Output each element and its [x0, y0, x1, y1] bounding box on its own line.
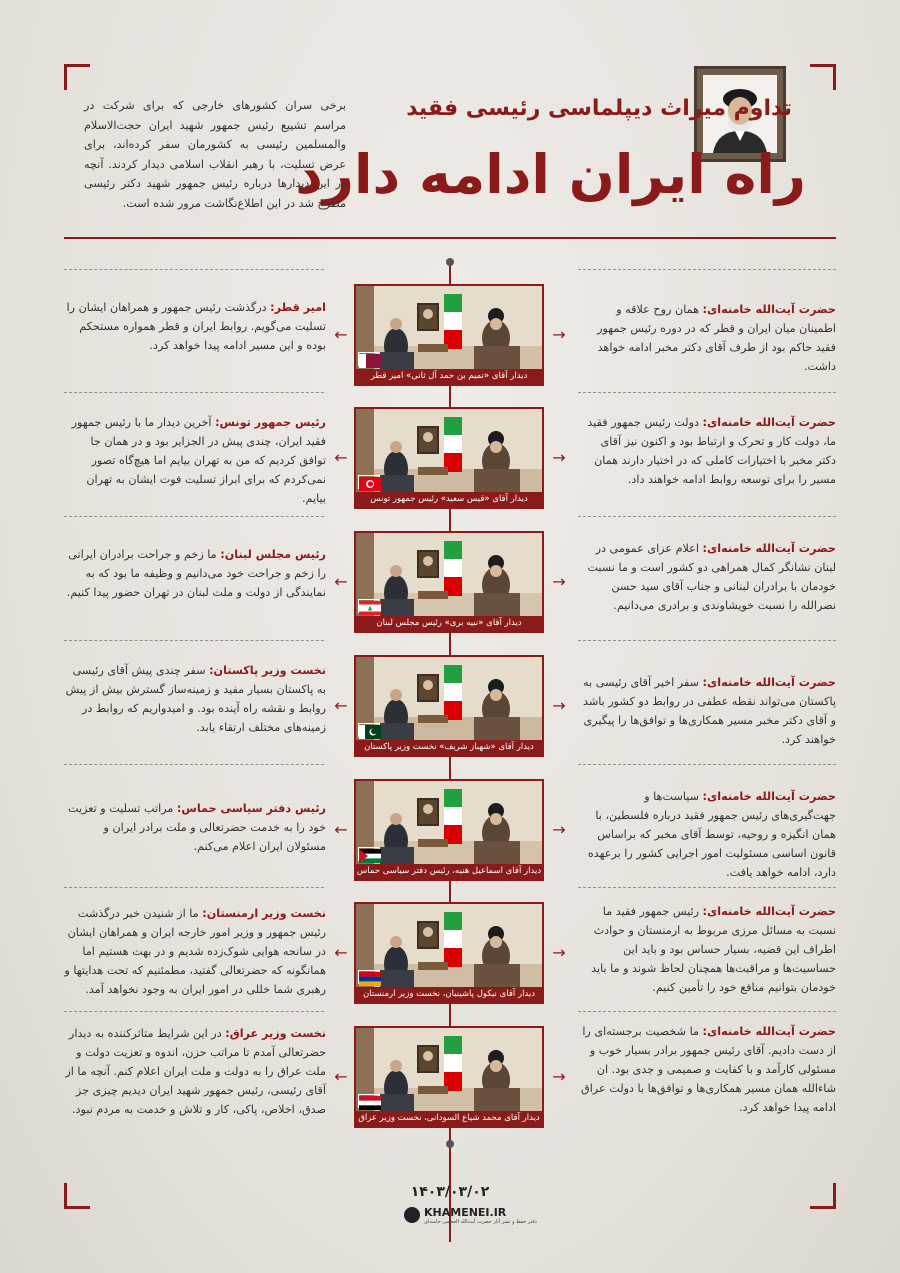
site-logo[interactable] [404, 1205, 537, 1229]
photo-caption: دیدار آقای «قیس سعید» رئیس جمهور تونس [356, 492, 542, 507]
arrow-right-icon: → [552, 1067, 566, 1086]
guest-quote [64, 799, 326, 856]
photo-caption: دیدار آقای «نبیه بری» رئیس مجلس لبنان [356, 616, 542, 631]
lebanon-flag [358, 599, 380, 613]
guest-speaker: رئیس مجلس لبنان: [220, 548, 326, 561]
iraq-flag [358, 1094, 380, 1108]
leader-text: ما شخصیت برجسته‌ای را از دست دادیم. آقای رئیس جمهور برادر بسیار خوب و مسئولی کارآمد و با کفایت و صمیمی و جدی بود. ان شاءالله همان مسیر همکاری‌ها و توافق‌ها با دولت عراق ادامه پیدا خواهد کرد. [581, 1025, 836, 1114]
corner-frame [810, 64, 836, 90]
guest-text: درگذشت رئیس جمهور و همراهان ایشان را تسلیت می‌گویم. روابط ایران و قطر همواره مستحکم بوده و این مسیر ادامه پیدا خواهد کرد. [66, 301, 326, 352]
guest-speaker: نخست وزیر ارمنستان: [202, 907, 326, 920]
guest-quote [64, 904, 326, 999]
leader-text: رئیس جمهور فقید ما نسبت به مسائل مرزی مربوط به ارمنستان و حوادث اطراف این قضیه، بسیار حساس بود و باید این حساسیت‌ها و مراقبت‌ها همچنان لحاظ شوند و ما باید خودمان بتوانیم منافع خود را تأمین کنیم. [591, 905, 836, 994]
row-divider [578, 640, 836, 641]
meeting-row [0, 1022, 900, 1132]
row-divider [578, 516, 836, 517]
guest-speaker: رئیس دفتر سیاسی حماس: [176, 802, 326, 815]
row-divider [64, 887, 324, 888]
guest-quote [64, 1024, 326, 1119]
leader-quote [578, 413, 836, 489]
leader-text: سفر اخیر آقای رئیسی به پاکستان می‌تواند نقطه عطفی در روابط دو کشور باشد و آقای دکتر مخبر مسیر همکاری‌ها و توافق‌ها را پیگیری خواهند کرد. [582, 676, 836, 746]
page-title: راه ایران ادامه دارد [295, 143, 806, 206]
leader-speaker: حضرت آیت‌الله خامنه‌ای: [702, 1025, 836, 1038]
meeting-row [0, 898, 900, 1008]
intro-paragraph: برخی سران کشورهای خارجی که برای شرکت در مراسم تشییع رئیس جمهور شهید ایران حجت‌الاسلام والمسلمین رئیسی به کشورمان سفر کرده‌اند، برای عرض تسلیت، با رهبر انقلاب اسلامی دیدار کردند. آنچه در این دیدارها درباره رئیس جمهور شهید دکتر رئیسی مطرح شد در این اطلاع‌نگاشت مرور شده است. [84, 99, 346, 210]
leader-quote [578, 1022, 836, 1117]
meeting-photo [354, 902, 544, 1004]
leader-text: همان روح علاقه و اطمینان میان ایران و قطر که در دوره رئیس جمهور فقید حاکم بود از طرف آقای دکتر مخبر ادامه خواهد داشت. [597, 303, 836, 373]
meeting-row [0, 775, 900, 885]
row-divider [578, 887, 836, 888]
photo-caption: دیدار آقای «شهباز شریف» نخست وزیر پاکستان [356, 740, 542, 755]
arrow-left-icon: ← [334, 943, 348, 962]
guest-text: آخرین دیدار ما با رئیس جمهور فقید ایران، چندی پیش در الجزایر بود و در همان جا توافق کردیم که من به تهران بیایم اما هیچ‌گاه تصور نمی‌کردم که برای ابراز تسلیت فوت ایشان به تهران بیایم. [71, 416, 326, 505]
qatar-flag [358, 352, 380, 366]
leader-text: سیاست‌ها و جهت‌گیری‌های رئیس جمهور فقید درباره فلسطین، با همان انگیزه و روحیه، توسط آقای مخبر که براساس قانون اساسی مسئولیت امور اجرایی کشور را برعهده دارد، ادامه خواهد یافت. [587, 790, 836, 879]
pakistan-flag [358, 723, 380, 737]
header-divider [64, 237, 836, 239]
row-divider [578, 1011, 836, 1012]
leader-text: دولت رئیس جمهور فقید ما، دولت کار و تحرک و ارتباط بود و اکنون نیز آقای دکتر مخبر با اختیارات کاملی که در اختیار دارند همان مسیر را برای توسعه روابط ادامه خواهند داد. [587, 416, 836, 486]
timeline-dot [446, 258, 454, 266]
meeting-row [0, 651, 900, 761]
row-divider [64, 1011, 324, 1012]
armenia-flag [358, 970, 380, 984]
guest-speaker: رئیس جمهور تونس: [215, 416, 326, 429]
photo-caption: دیدار آقای «تمیم بن حمد آل ثانی» امیر قطر [356, 369, 542, 384]
arrow-right-icon: → [552, 943, 566, 962]
meeting-photo [354, 655, 544, 757]
meeting-photo [354, 1026, 544, 1128]
tunisia-flag [358, 475, 380, 489]
arrow-left-icon: ← [334, 696, 348, 715]
arrow-left-icon: ← [334, 1067, 348, 1086]
subtitle: تداوم میراث دیپلماسی رئیسی فقید [406, 96, 792, 121]
logo-icon [404, 1207, 420, 1223]
guest-quote [64, 545, 326, 602]
row-divider [64, 269, 324, 270]
meeting-row [0, 403, 900, 513]
meeting-photo [354, 531, 544, 633]
guest-text: سفر چندی پیش آقای رئیسی به پاکستان بسیار مفید و زمینه‌ساز گسترش بیش از پیش روابط و نقشه راه آینده بود. و امیدواریم که روابط در زمینه‌های مختلف ارتقاء یابد. [65, 664, 326, 734]
arrow-right-icon: → [552, 572, 566, 591]
guest-text: مراتب تسلیت و تعزیت خود را به خدمت حضرتعالی و ملت برادر ایران و مسئولان ایران اعلام می‌کنم. [67, 802, 326, 853]
corner-frame [64, 64, 90, 90]
row-divider [64, 764, 324, 765]
leader-quote [578, 902, 836, 997]
leader-speaker: حضرت آیت‌الله خامنه‌ای: [702, 542, 836, 555]
guest-quote [64, 298, 326, 355]
leader-quote [578, 539, 836, 615]
row-divider [578, 764, 836, 765]
leader-text: اعلام عزای عمومی در لبنان نشانگر کمال همراهی دو کشور است و ما نسبت خودمان با برادران لبنانی و جناب آقای سید حسن نصرالله را نسبت خویشاوندی و برادری می‌دانیم. [587, 542, 836, 612]
leader-speaker: حضرت آیت‌الله خامنه‌ای: [702, 790, 836, 803]
guest-text: ما زخم و جراحت برادران ایرانی را زخم و جراحت خود می‌دانیم و وظیفه ما بود که به نمایندگی از دولت و ملت لبنان در تهران حضور پیدا کنیم. [66, 548, 326, 599]
leader-quote [578, 673, 836, 749]
leader-speaker: حضرت آیت‌الله خامنه‌ای: [702, 676, 836, 689]
guest-text: در این شرایط متاثرکننده به دیدار حضرتعالی آمدم تا مراتب حزن، اندوه و تعزیت دولت و ملت عراق را به دولت و ملت ایران اعلام کنم. آنچه ما از آقای رئیسی، رئیس جمهور شهید ایران دیدیم چیزی جز صدق، اخلاص، پاکی، کار و تلاش و خدمت به مردم نبود. [65, 1027, 326, 1116]
guest-speaker: امیر قطر: [270, 301, 326, 314]
arrow-left-icon: ← [334, 448, 348, 467]
meeting-row [0, 527, 900, 637]
row-divider [578, 269, 836, 270]
guest-speaker: نخست وزیر پاکستان: [209, 664, 326, 677]
guest-speaker: نخست وزیر عراق: [225, 1027, 326, 1040]
logo-text: KHAMENEI.IR [424, 1206, 507, 1219]
row-divider [64, 516, 324, 517]
arrow-right-icon: → [552, 448, 566, 467]
guest-text: ما از شنیدن خبر درگذشت رئیس جمهور و وزیر امور خارجه ایران و همراهان ایشان در سانحه هوایی شوک‌زده شدیم و در بهت هستیم اما همانگونه که حضرتعالی گفتید، مطمئنیم که تحت هدایتها و رهبری شما خللی در امور ایران به وجود نخواهد آمد. [64, 907, 326, 996]
logo-subtitle: دفتر حفظ و نشر آثار حضرت آیت‌الله العظمی خامنه‌ای [424, 1219, 537, 1225]
meeting-photo [354, 779, 544, 881]
arrow-right-icon: → [552, 696, 566, 715]
row-divider [578, 392, 836, 393]
arrow-right-icon: → [552, 325, 566, 344]
row-divider [64, 392, 324, 393]
meeting-row [0, 280, 900, 390]
photo-caption: دیدار آقای محمد شیاع السودانی، نخست وزیر عراق [356, 1111, 542, 1126]
guest-quote [64, 661, 326, 737]
guest-quote [64, 413, 326, 508]
palestine-flag [358, 847, 380, 861]
arrow-right-icon: → [552, 820, 566, 839]
leader-speaker: حضرت آیت‌الله خامنه‌ای: [702, 905, 836, 918]
meeting-photo [354, 407, 544, 509]
leader-speaker: حضرت آیت‌الله خامنه‌ای: [702, 416, 836, 429]
photo-caption: دیدار آقای نیکول پاشینیان، نخست وزیر ارمنستان [356, 987, 542, 1002]
leader-speaker: حضرت آیت‌الله خامنه‌ای: [702, 303, 836, 316]
leader-quote [578, 300, 836, 376]
arrow-left-icon: ← [334, 325, 348, 344]
publish-date: ۱۴۰۳/۰۳/۰۲ [410, 1184, 490, 1200]
row-divider [64, 640, 324, 641]
leader-quote [578, 787, 836, 882]
meeting-photo [354, 284, 544, 386]
arrow-left-icon: ← [334, 572, 348, 591]
photo-caption: دیدار آقای اسماعیل هنیه، رئیس دفتر سیاسی حماس [356, 864, 542, 879]
arrow-left-icon: ← [334, 820, 348, 839]
timeline-dot [446, 1140, 454, 1148]
